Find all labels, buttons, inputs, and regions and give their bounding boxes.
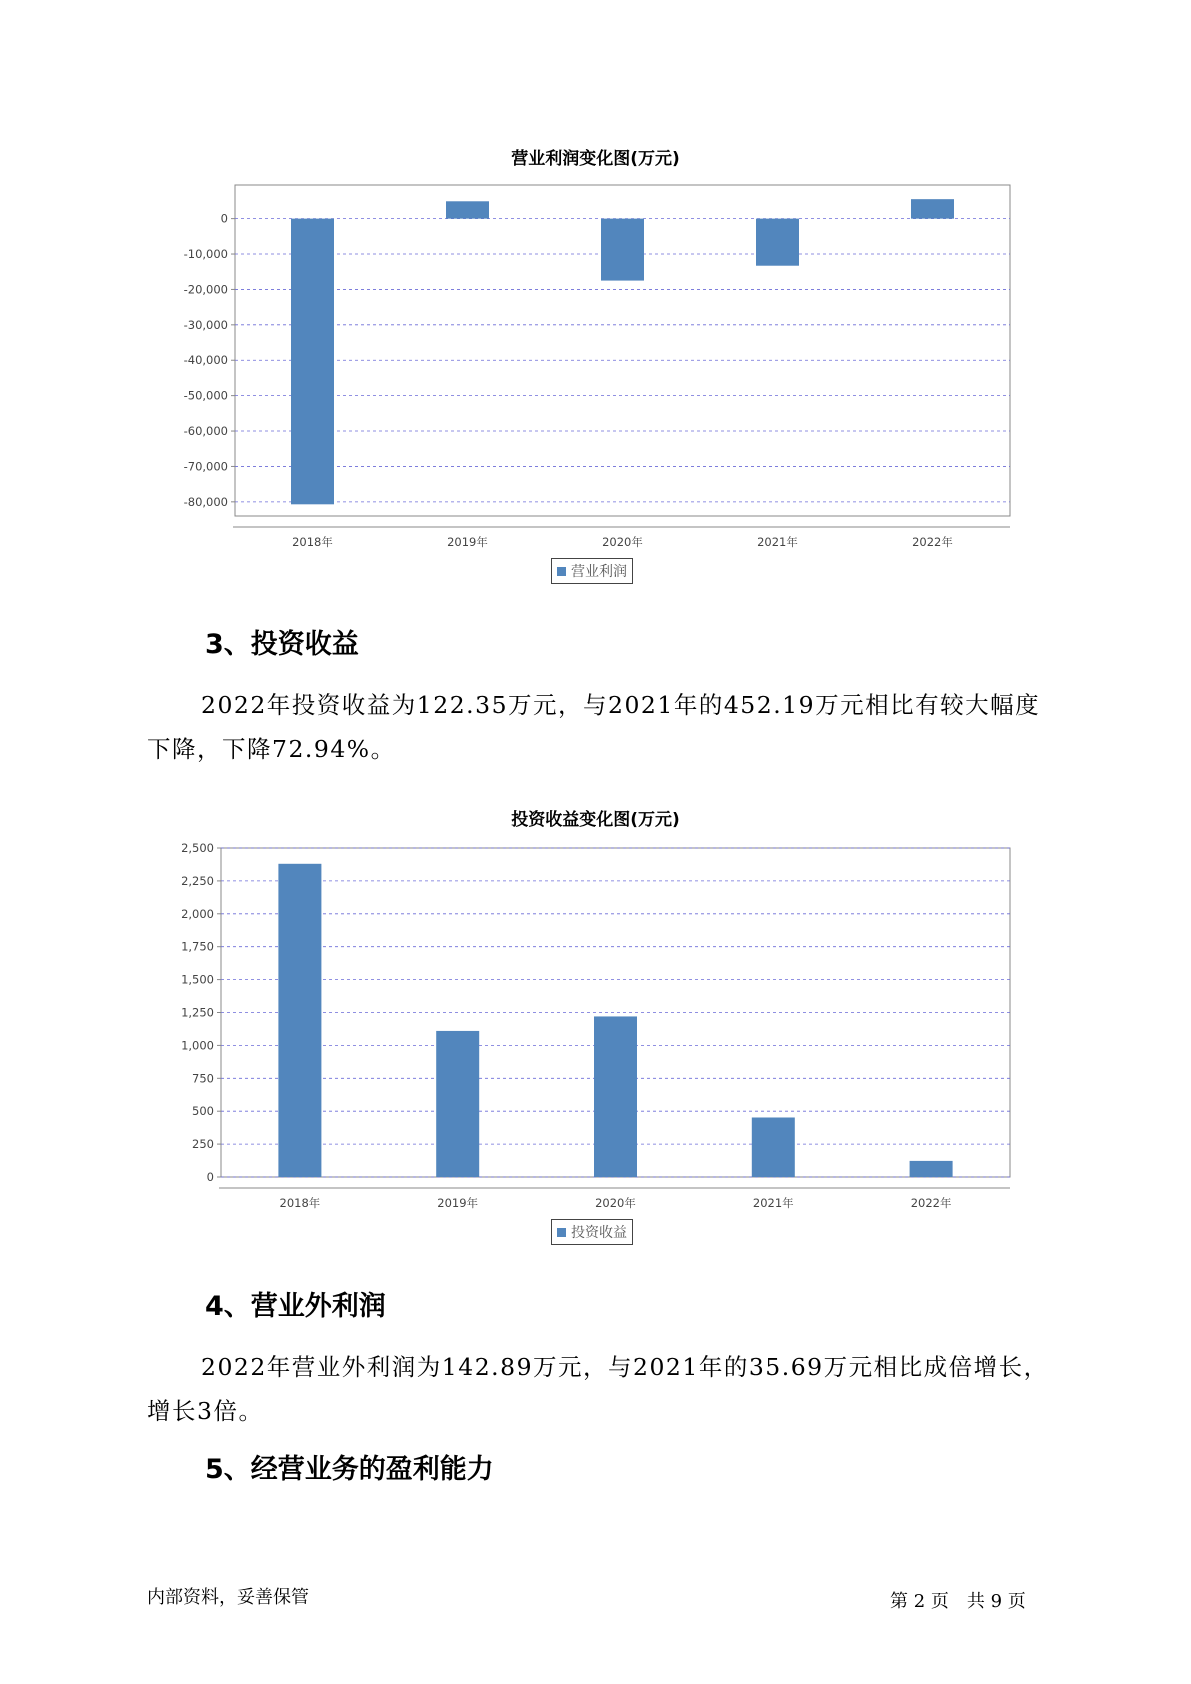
legend-label: 营业利润 xyxy=(571,564,627,580)
section-heading-non-operating-profit: 4、营业外利润 xyxy=(205,1291,386,1322)
x-tick-label: 2021年 xyxy=(752,1196,794,1210)
section-heading-profitability: 5、经营业务的盈利能力 xyxy=(205,1454,494,1485)
legend-label: 投资收益 xyxy=(571,1225,627,1241)
x-tick-label: 2021年 xyxy=(757,535,798,549)
legend-investment-income xyxy=(551,1219,633,1245)
y-tick-label: 2,000 xyxy=(181,906,214,921)
legend-swatch xyxy=(557,1228,566,1237)
y-tick-label: -30,000 xyxy=(183,317,228,332)
y-tick-label: 500 xyxy=(192,1104,214,1119)
section-heading-investment-income: 3、投资收益 xyxy=(205,629,359,660)
paragraph-text: 2022年营业外利润为142.89万元，与2021年的35.69万元相比成倍增长，增长3倍。 xyxy=(147,1353,1049,1425)
bar xyxy=(910,1161,953,1177)
y-tick-label: -80,000 xyxy=(183,494,228,509)
bar xyxy=(594,1016,637,1177)
y-tick-label: 0 xyxy=(206,1170,214,1184)
y-tick-label: -10,000 xyxy=(183,247,228,262)
bar xyxy=(752,1117,795,1177)
y-tick-label: -70,000 xyxy=(183,459,228,474)
x-tick-label: 2019年 xyxy=(437,1196,479,1210)
chart-title-investment-income: 投资收益变化图(万元) xyxy=(511,810,680,830)
y-tick-label: -50,000 xyxy=(183,388,228,403)
y-tick-label: 2,500 xyxy=(181,841,214,855)
x-tick-label: 2020年 xyxy=(602,535,643,549)
chart-title-operating-profit: 营业利润变化图(万元) xyxy=(511,149,680,169)
x-tick-label: 2018年 xyxy=(292,535,333,549)
y-tick-label: -60,000 xyxy=(183,424,228,439)
y-tick-label: 0 xyxy=(220,211,228,226)
bar xyxy=(436,1031,479,1177)
y-tick-label: -40,000 xyxy=(183,353,228,368)
y-tick-label: 750 xyxy=(192,1071,214,1086)
x-tick-label: 2020年 xyxy=(595,1196,636,1210)
y-tick-label: 1,250 xyxy=(181,1005,214,1020)
paragraph-non-operating-profit xyxy=(147,1345,1052,1433)
bar xyxy=(278,864,321,1177)
y-tick-label: 1,000 xyxy=(181,1038,214,1053)
y-tick-label: 1,750 xyxy=(181,939,214,954)
footer-page-number: 第 2 页 共 9 页 xyxy=(890,1591,1026,1612)
y-tick-label: 2,250 xyxy=(181,873,214,888)
paragraph-text: 2022年投资收益为122.35万元，与2021年的452.19万元相比有较大幅度下降，下降72.94%。 xyxy=(147,691,1041,763)
x-tick-label: 2022年 xyxy=(912,535,953,549)
footer-confidential-note: 内部资料，妥善保管 xyxy=(147,1587,309,1608)
y-tick-label: -20,000 xyxy=(183,282,228,297)
x-tick-label: 2022年 xyxy=(910,1196,952,1210)
y-tick-label: 1,500 xyxy=(181,972,214,987)
x-tick-label: 2018年 xyxy=(279,1196,321,1210)
x-tick-label: 2019年 xyxy=(447,535,488,549)
y-tick-label: 250 xyxy=(192,1137,214,1152)
